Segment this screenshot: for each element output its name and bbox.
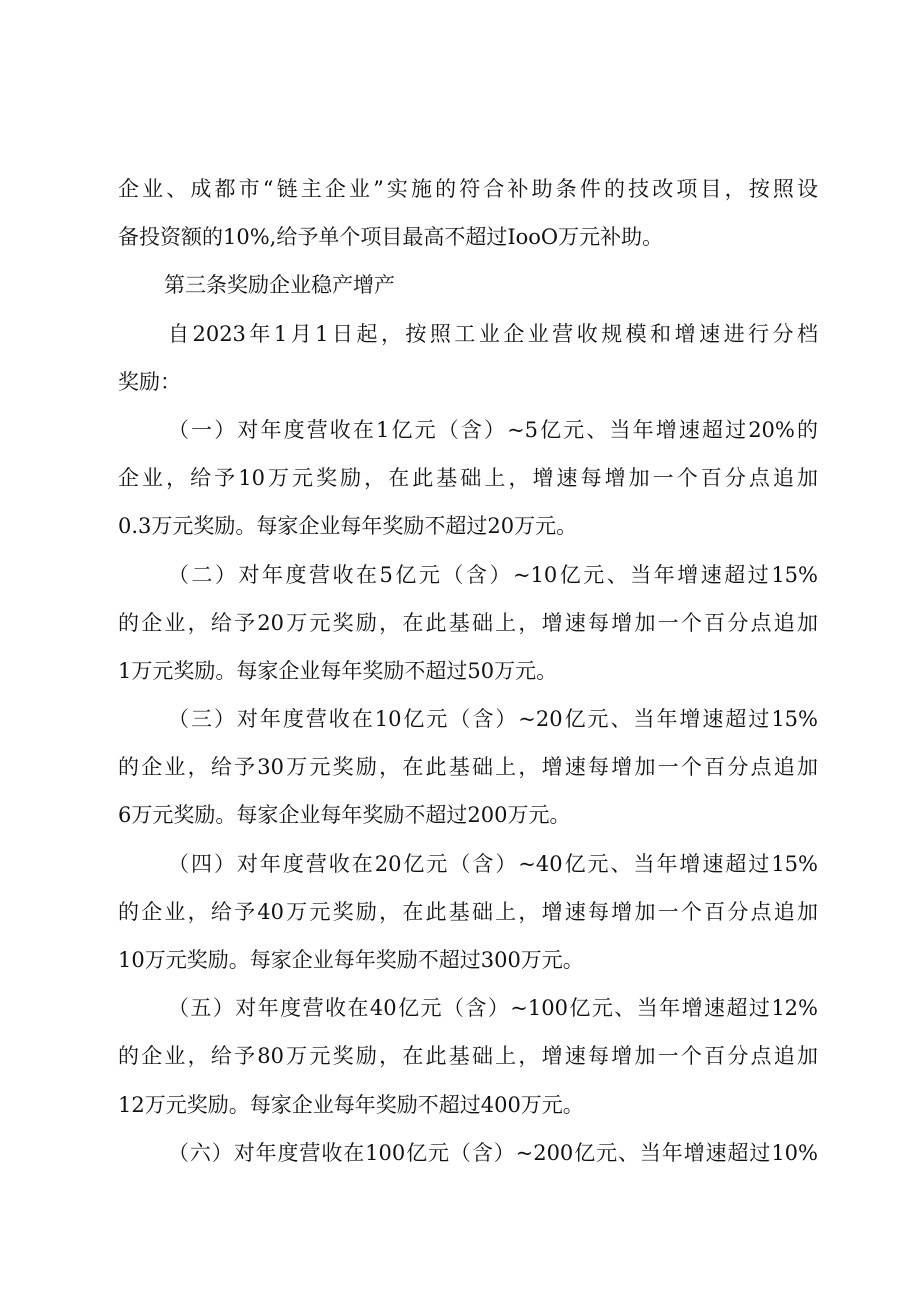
text-line: （三）对年度营收在10亿元（含）~20亿元、当年增速超过15% [168, 707, 818, 732]
article-heading: 第三条奖励企业稳产增产 [164, 273, 395, 298]
list-item-5 [118, 984, 818, 1129]
text-line: （五）对年度营收在40亿元（含）~100亿元、当年增速超过12% [168, 996, 818, 1021]
text-line: 10万元奖励。每家企业每年奖励不超过300万元。 [118, 948, 584, 972]
text-line: （一）对年度营收在1亿元（含）~5亿元、当年增速超过20%的 [168, 417, 818, 442]
text-line: 的企业，给予40万元奖励，在此基础上，增速每增加一个百分点追加 [118, 899, 818, 924]
list-item-6 [118, 1129, 818, 1177]
text-line: 自2023年1月1日起，按照工业企业营收规模和增速进行分档 [168, 321, 818, 346]
text-line: （六）对年度营收在100亿元（含）~200亿元、当年增速超过10% [168, 1140, 818, 1165]
paragraph-intro [118, 165, 818, 261]
list-item-2 [118, 551, 818, 696]
text-line: 6万元奖励。每家企业每年奖励不超过200万元。 [118, 803, 571, 828]
text-line: 12万元奖励。每家企业每年奖励不超过400万元。 [118, 1092, 584, 1117]
text-line: 备投资额的10%,给予单个项目最高不超过IooO万元补助。 [118, 225, 664, 250]
document-body [118, 165, 818, 1177]
text-line: 企业，给予10万元奖励，在此基础上，增速每增加一个百分点追加 [118, 466, 818, 491]
list-item-4 [118, 840, 818, 985]
text-line: 0.3万元奖励。每家企业每年奖励不超过20万元。 [118, 514, 578, 539]
text-line: 奖励： [118, 369, 181, 394]
text-line: （二）对年度营收在5亿元（含）~10亿元、当年增速超过15% [168, 562, 818, 587]
list-item-1 [118, 406, 818, 551]
list-item-3 [118, 695, 818, 840]
text-line: 1万元奖励。每家企业每年奖励不超过50万元。 [118, 658, 558, 683]
text-line: 的企业，给予80万元奖励，在此基础上，增速每增加一个百分点追加 [118, 1044, 818, 1069]
text-line: 的企业，给予20万元奖励，在此基础上，增速每增加一个百分点追加 [118, 610, 818, 635]
text-line: 企业、成都市“链主企业”实施的符合补助条件的技改项目，按照设 [118, 177, 818, 201]
text-line: （四）对年度营收在20亿元（含）~40亿元、当年增速超过15% [168, 851, 818, 876]
text-line: 的企业，给予30万元奖励，在此基础上，增速每增加一个百分点追加 [118, 755, 818, 780]
paragraph-start-date [118, 310, 818, 406]
